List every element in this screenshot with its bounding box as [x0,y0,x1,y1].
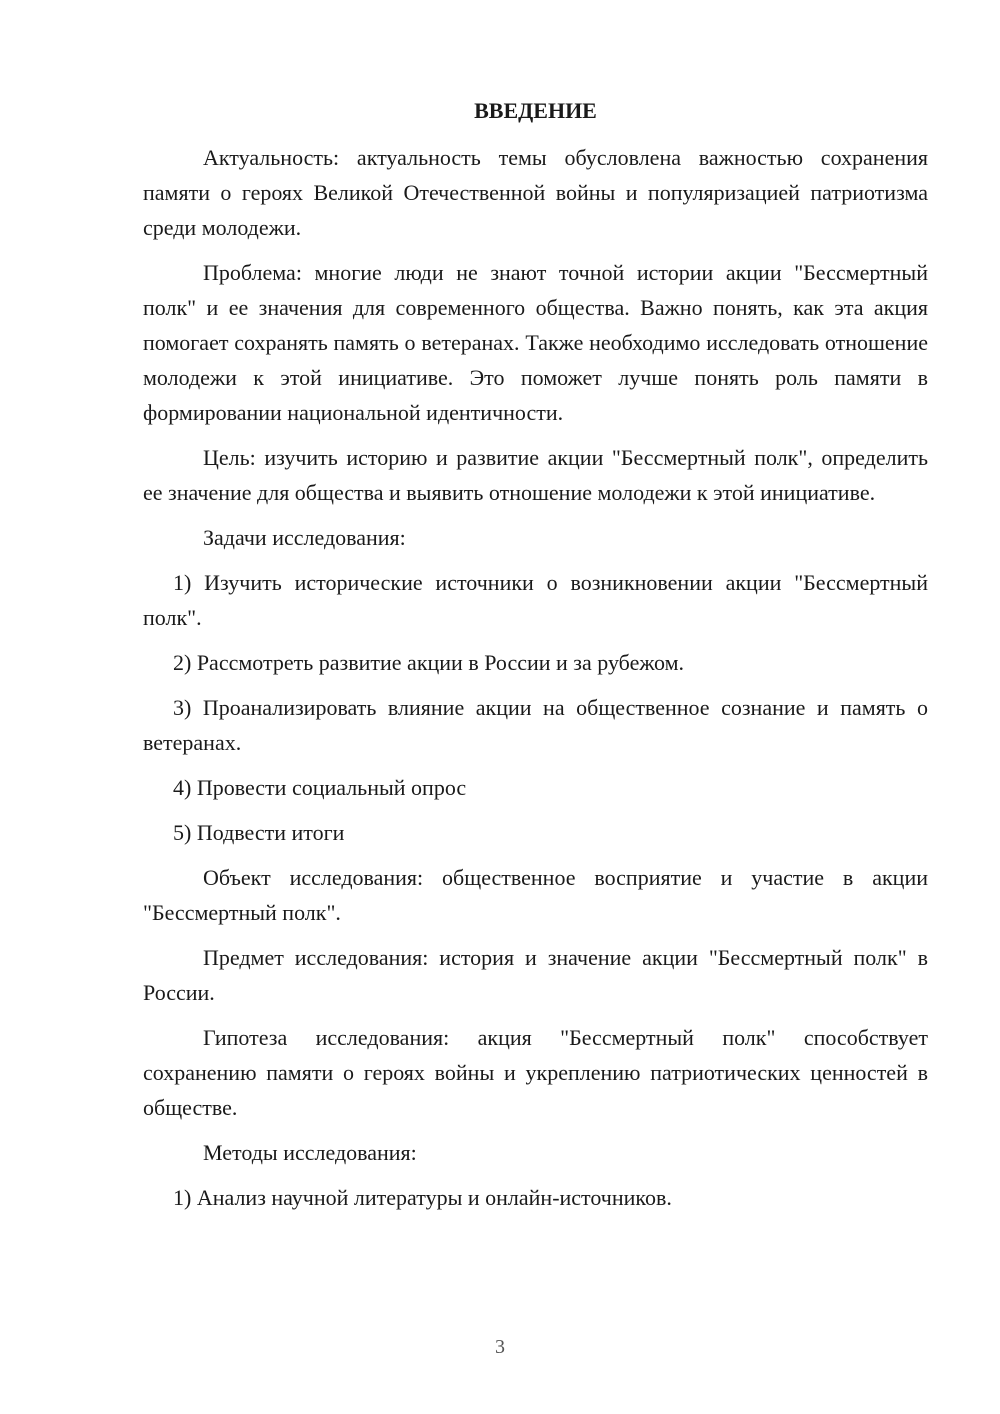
paragraph-methods-heading: Методы исследования: [203,1140,417,1165]
page-content [143,94,928,1225]
method-item-1: 1) Анализ научной литературы и онлайн-источников. [173,1185,672,1210]
section-title: ВВЕДЕНИЕ [474,98,597,123]
paragraph-subject: Предмет исследования: история и значение акции "Бессмертный полк" в России. [143,945,928,1005]
paragraph-problem: Проблема: многие люди не знают точной истории акции "Бессмертный полк" и ее значения для современного общества. Важно понять, как эта акция помогает сохранять память о ветеранах. Также необходимо исследовать отношение молодежи к этой инициативе. Это поможет лучше понять роль памяти в формировании национальной идентичности. [143,260,928,425]
paragraph-object: Объект исследования: общественное восприятие и участие в акции "Бессмертный полк". [143,865,928,925]
task-item-2: 2) Рассмотреть развитие акции в России и за рубежом. [173,650,684,675]
task-item-5: 5) Подвести итоги [173,820,345,845]
task-item-3: 3) Проанализировать влияние акции на общественное сознание и память о ветеранах. [143,695,928,755]
task-item-1: 1) Изучить исторические источники о возникновении акции "Бессмертный полк". [143,570,928,630]
paragraph-hypothesis: Гипотеза исследования: акция "Бессмертный полк" способствует сохранению памяти о героях войны и укреплению патриотических ценностей в обществе. [143,1025,928,1120]
paragraph-tasks-heading: Задачи исследования: [203,525,406,550]
page-number: 3 [495,1336,505,1358]
paragraph-goal: Цель: изучить историю и развитие акции "Бессмертный полк", определить ее значение для общества и выявить отношение молодежи к этой инициативе. [143,445,928,505]
task-item-4: 4) Провести социальный опрос [173,775,467,800]
paragraph-relevance: Актуальность: актуальность темы обусловлена важностью сохранения памяти о героях Великой Отечественной войны и популяризацией патриотизма среди молодежи. [143,145,928,240]
